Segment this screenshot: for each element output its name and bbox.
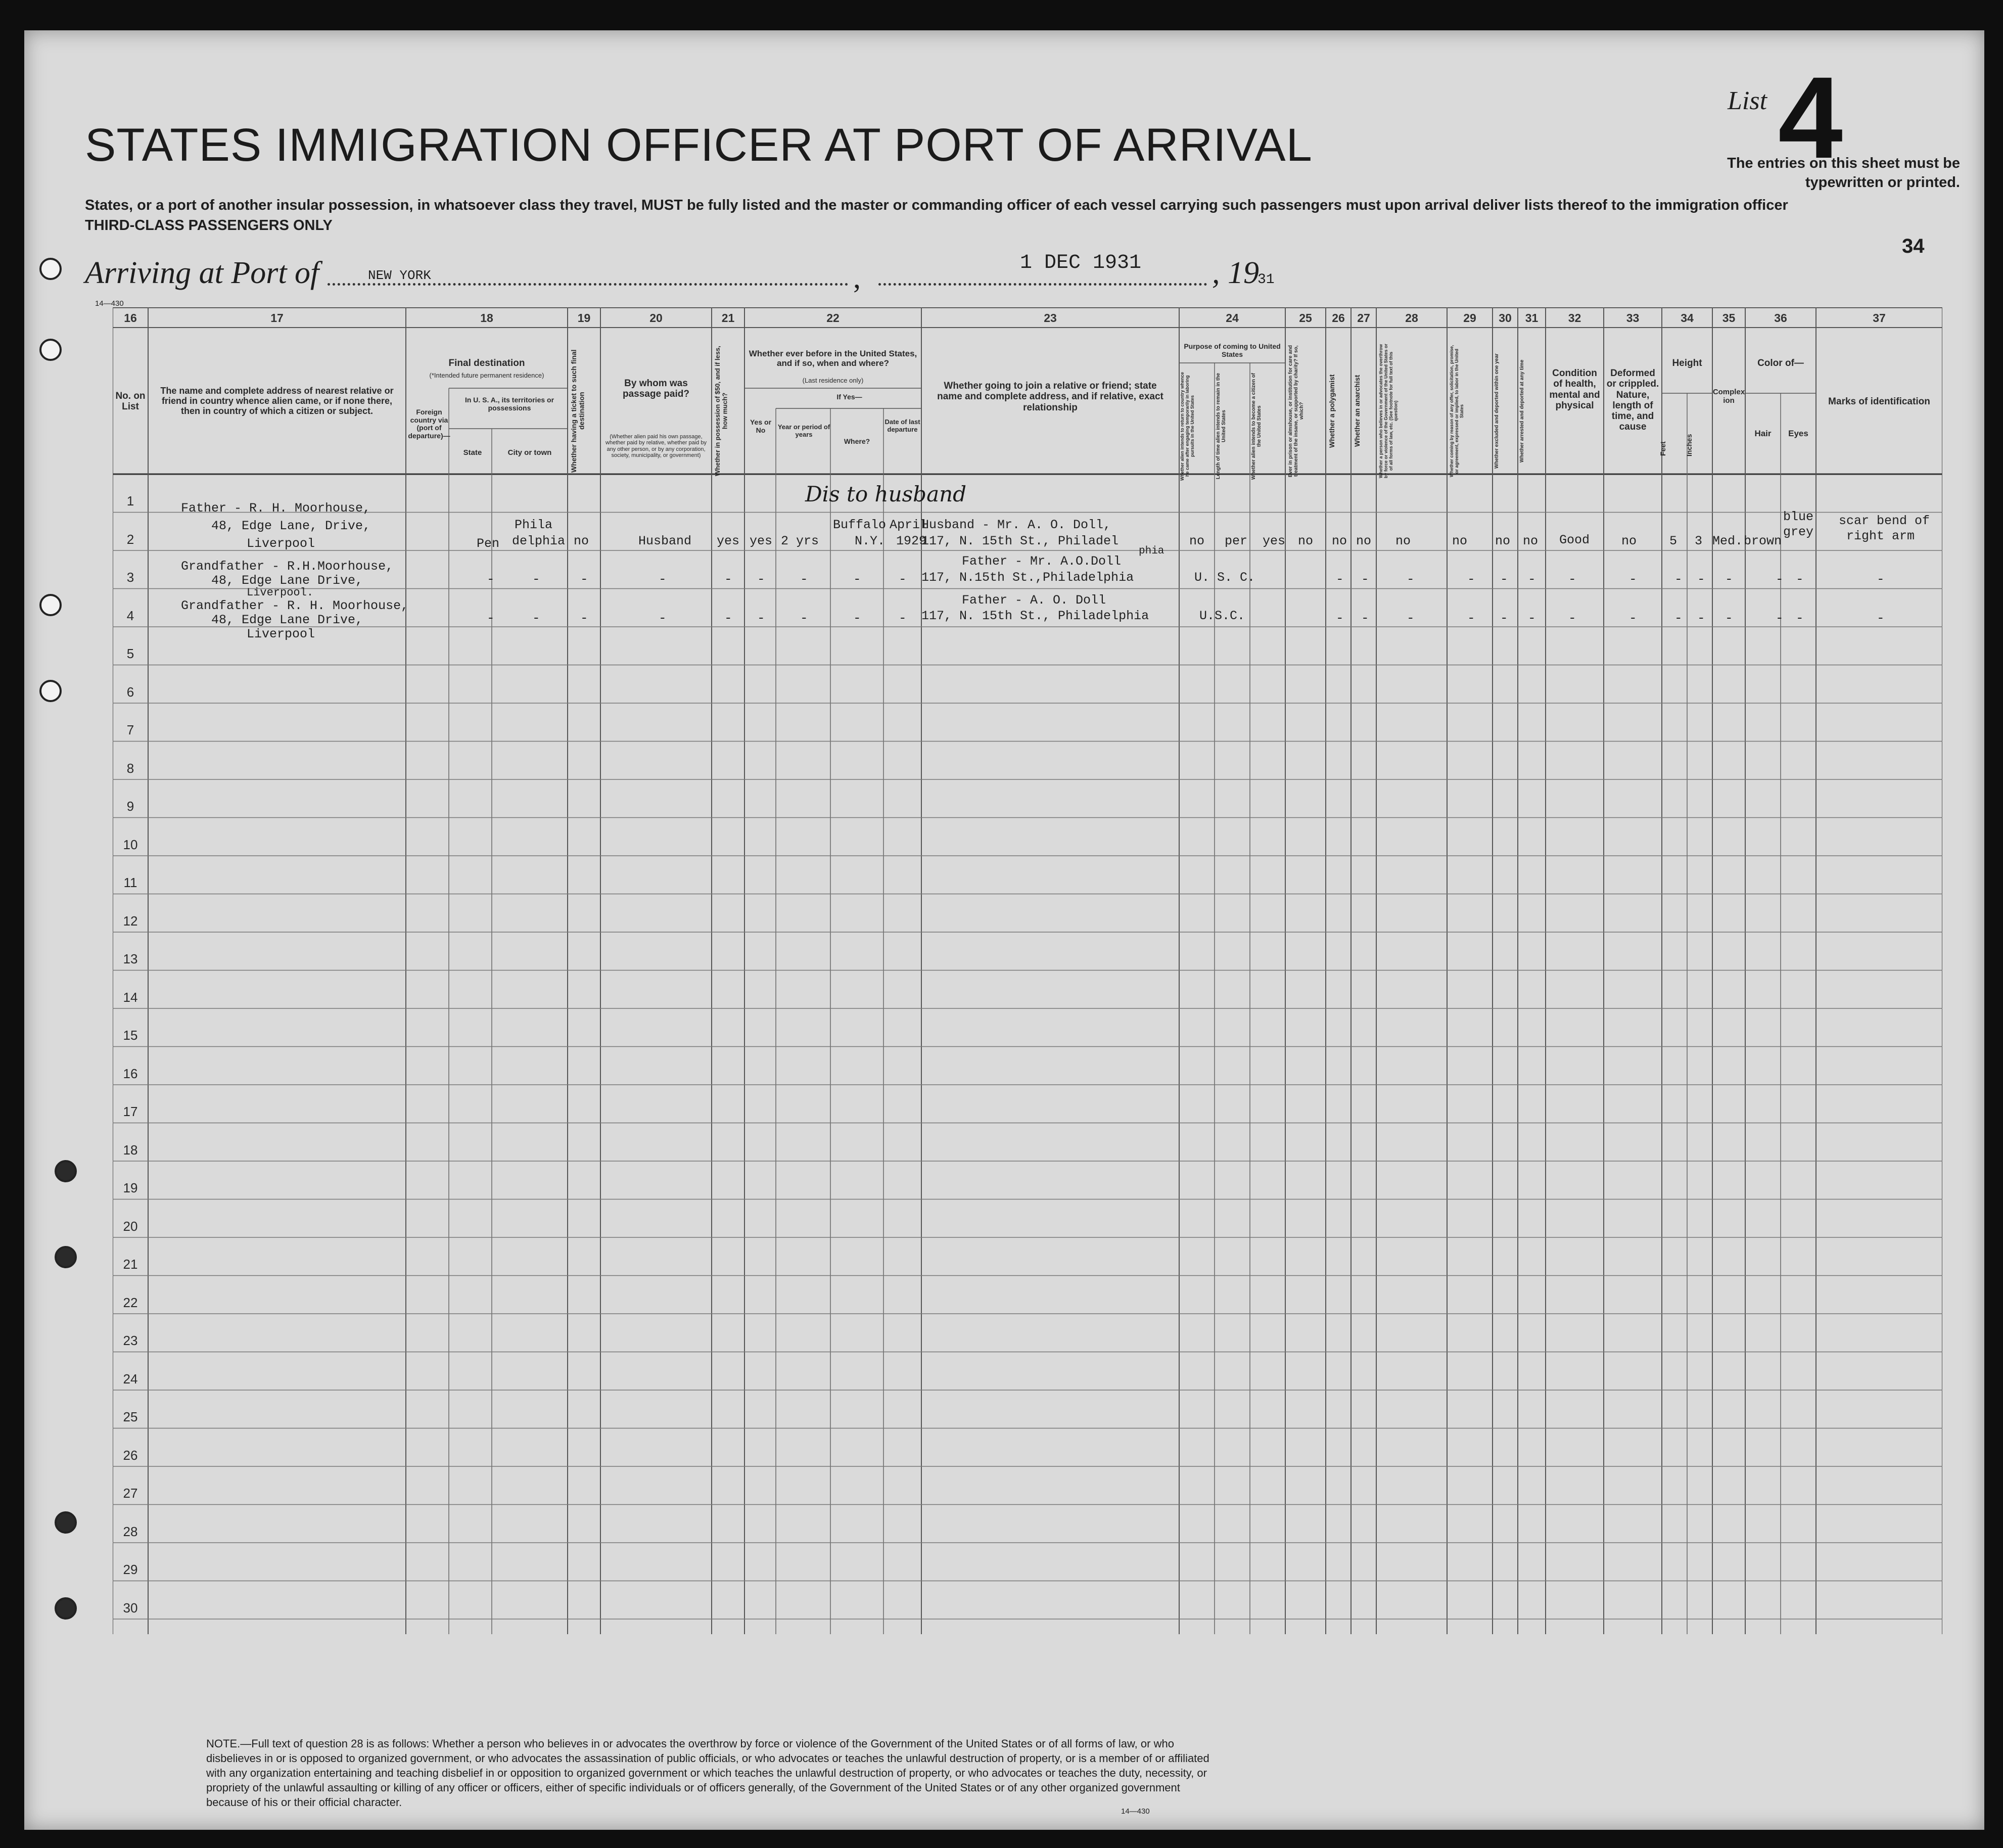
dash-mark: - bbox=[899, 611, 907, 626]
colnum-29: 29 bbox=[1463, 311, 1476, 325]
binder-hole-2 bbox=[39, 339, 62, 361]
row-number: 21 bbox=[123, 1257, 138, 1272]
colnum-21: 21 bbox=[721, 311, 735, 325]
row2-purpose: U. S. C. bbox=[1194, 570, 1255, 585]
dash-mark: - bbox=[1467, 611, 1475, 626]
colnum-35: 35 bbox=[1722, 311, 1736, 325]
row3-joining-line2: 117, N. 15th St., Philadelphia bbox=[921, 609, 1149, 623]
colnum-36: 36 bbox=[1774, 311, 1787, 325]
dash-mark: - bbox=[1629, 572, 1637, 587]
colnum-19: 19 bbox=[577, 311, 591, 325]
typewritten-notice: The entries on this sheet must be typewritten or printed. bbox=[1727, 155, 1960, 191]
header-complexion: Complexion bbox=[1712, 388, 1745, 405]
row-number: 5 bbox=[126, 646, 134, 661]
row1-city-line1: Phila bbox=[515, 518, 553, 532]
header-purpose-length: Length of time alien intends to remain in the United States bbox=[1216, 373, 1227, 480]
header-passage-paid-note: (Whether alien paid his own passage, whether paid by relative, whether paid by any other person, or by any corporation, society, municipality, or government) bbox=[605, 434, 707, 458]
arrival-date-stamp: 1 DEC 1931 bbox=[1020, 252, 1142, 274]
dash-mark: - bbox=[724, 572, 732, 587]
row1-relative-line3: Liverpool bbox=[247, 536, 315, 551]
row1-prison: no bbox=[1298, 534, 1314, 548]
row1-relative-line2: 48, Edge Lane, Drive, bbox=[211, 519, 371, 533]
dash-mark: - bbox=[800, 572, 808, 587]
dash-mark: - bbox=[1467, 572, 1475, 587]
row1-feet: 5 bbox=[1669, 534, 1678, 548]
list-label: List bbox=[1728, 86, 1767, 115]
row2-joining-line2: 117, N.15th St.,Philadelphia bbox=[921, 570, 1134, 585]
row-number: 28 bbox=[123, 1523, 138, 1539]
header-ticket: Whether having a ticket to such final destination bbox=[570, 349, 586, 473]
dash-mark: - bbox=[800, 611, 808, 626]
dash-mark: - bbox=[1629, 611, 1637, 626]
handwritten-annotation: Dis to husband bbox=[805, 482, 967, 506]
binder-hole-8 bbox=[55, 1597, 77, 1620]
dash-mark: - bbox=[899, 572, 907, 587]
row1-joining-extra: phia bbox=[1139, 545, 1164, 557]
list-number: 4 bbox=[1778, 53, 1843, 182]
row-number: 9 bbox=[126, 799, 134, 814]
row-number: 3 bbox=[126, 570, 134, 585]
header-overthrow: Whether a person who believes in or advocates the overthrow by force or violence of the Government of the United States or of all forms of law, etc. (See footnote for full text of this question) bbox=[1378, 343, 1399, 479]
binder-hole-1 bbox=[39, 258, 62, 280]
row1-deformed: no bbox=[1621, 534, 1637, 548]
row3-purpose: U.S.C. bbox=[1199, 609, 1245, 623]
binder-hole-5 bbox=[55, 1160, 77, 1182]
dash-mark: - bbox=[1568, 572, 1576, 587]
header-fifty-dollars: Whether in possession of $50, and if less, how much? bbox=[714, 346, 729, 476]
row1-paid-by: Husband bbox=[638, 534, 692, 548]
colnum-22: 22 bbox=[826, 311, 840, 325]
dash-mark: - bbox=[487, 611, 495, 626]
row1-joining-line1: Husband - Mr. A. O. Doll, bbox=[921, 518, 1111, 532]
dash-mark: - bbox=[659, 611, 667, 626]
row1-health: Good bbox=[1559, 533, 1590, 547]
row-number: 15 bbox=[123, 1028, 138, 1043]
colnum-20: 20 bbox=[649, 311, 663, 325]
row3-relative-line2: 48, Edge Lane Drive, bbox=[211, 613, 363, 627]
row1-before-yes: yes bbox=[750, 534, 773, 548]
row1-overthrow: no bbox=[1395, 534, 1411, 548]
header-eyes: Eyes bbox=[1788, 429, 1808, 438]
footnote-form-code: 14—430 bbox=[1121, 1807, 1150, 1816]
header-inches: Inches bbox=[1685, 434, 1693, 456]
colnum-27: 27 bbox=[1357, 311, 1370, 325]
header-city-or-town: City or town bbox=[507, 448, 552, 457]
binder-hole-6 bbox=[55, 1246, 77, 1268]
row1-state: Pen bbox=[477, 536, 500, 551]
dash-mark: - bbox=[1336, 611, 1344, 626]
dash-mark: - bbox=[1528, 572, 1536, 587]
row-number: 8 bbox=[126, 760, 134, 776]
row1-eyes-line1: blue bbox=[1783, 510, 1814, 524]
dash-mark: - bbox=[532, 611, 540, 626]
row1-marks-line2: right arm bbox=[1846, 529, 1915, 543]
row3-relative-line3: Liverpool bbox=[247, 627, 315, 641]
row3-joining-line1: Father - A. O. Doll bbox=[962, 593, 1106, 608]
dash-mark: - bbox=[1500, 572, 1508, 587]
row-number: 22 bbox=[123, 1295, 138, 1310]
header-marks: Marks of identification bbox=[1828, 396, 1930, 407]
header-feet: Feet bbox=[1659, 441, 1667, 456]
row1-polygamist: no bbox=[1332, 534, 1347, 548]
dash-mark: - bbox=[1361, 572, 1369, 587]
page-subtitle: States, or a port of another insular possession, in whatsoever class they travel, MUST be fully listed and the master or commanding officer of each vessel carrying such passengers must upon arrival deliver lists thereof to the immigration officer bbox=[85, 197, 1788, 213]
year-prefix: , 19 bbox=[1212, 256, 1259, 290]
dash-mark: - bbox=[1796, 572, 1804, 587]
colnum-28: 28 bbox=[1405, 311, 1418, 325]
colnum-31: 31 bbox=[1525, 311, 1539, 325]
header-if-yes: If Yes— bbox=[836, 393, 862, 401]
colnum-25: 25 bbox=[1299, 311, 1312, 325]
dash-mark: - bbox=[1674, 572, 1683, 587]
row-number: 16 bbox=[123, 1066, 138, 1081]
binder-hole-4 bbox=[39, 680, 62, 702]
dash-mark: - bbox=[1407, 611, 1415, 626]
header-final-destination-note: (*Intended future permanent residence) bbox=[429, 372, 544, 379]
header-deformed: Deformed or crippled. Nature, length of time, and cause bbox=[1606, 368, 1659, 433]
row1-where-line1: Buffalo bbox=[833, 518, 887, 532]
dash-mark: - bbox=[1776, 611, 1784, 626]
row-number: 30 bbox=[123, 1600, 138, 1615]
row-number: 2 bbox=[126, 531, 134, 547]
dash-mark: - bbox=[1877, 572, 1885, 587]
header-excluded: Whether excluded and deported within one year bbox=[1494, 353, 1500, 469]
row1-fifty: yes bbox=[717, 534, 740, 548]
row1-excluded: no bbox=[1495, 534, 1511, 548]
colnum-18: 18 bbox=[480, 311, 493, 325]
dash-mark: - bbox=[580, 572, 588, 587]
row1-city-line2: delphia bbox=[512, 534, 566, 548]
header-polygamist: Whether a polygamist bbox=[1328, 374, 1336, 448]
row-number: 4 bbox=[126, 608, 134, 623]
row1-hair: brown bbox=[1744, 534, 1782, 548]
dash-mark: - bbox=[487, 572, 495, 587]
dash-mark: - bbox=[532, 572, 540, 587]
header-health: Condition of health, mental and physical bbox=[1549, 368, 1600, 411]
row-number: 23 bbox=[123, 1333, 138, 1348]
sheet-number: 34 bbox=[1902, 235, 1925, 257]
colnum-16: 16 bbox=[124, 311, 137, 325]
header-hair: Hair bbox=[1754, 429, 1772, 438]
dash-mark: - bbox=[853, 572, 861, 587]
row-number: 18 bbox=[123, 1142, 138, 1158]
port-value: NEW YORK bbox=[368, 268, 431, 283]
dash-mark: - bbox=[1776, 572, 1784, 587]
colnum-26: 26 bbox=[1332, 311, 1345, 325]
row-number: 6 bbox=[126, 684, 134, 700]
row1-where-line2: N.Y. bbox=[855, 534, 886, 548]
row1-relative-line1: Father - R. H. Moorhouse, bbox=[181, 501, 371, 516]
row-number: 19 bbox=[123, 1180, 138, 1195]
header-state: State bbox=[463, 448, 482, 457]
row-number: 1 bbox=[126, 493, 134, 509]
manifest-table bbox=[113, 307, 1942, 1723]
row-number: 7 bbox=[126, 722, 134, 737]
header-color-of: Color of— bbox=[1757, 358, 1804, 368]
row1-last-departure-line2: 1929 bbox=[896, 534, 927, 548]
row-number: 11 bbox=[123, 875, 137, 890]
year-suffix: 31 bbox=[1257, 272, 1275, 288]
row1-eyes-line2: grey bbox=[1783, 525, 1814, 539]
header-going-to-join: Whether going to join a relative or friend; state name and complete address, and if relative, exact relationship bbox=[937, 381, 1163, 413]
binder-hole-7 bbox=[55, 1511, 77, 1534]
header-where: Where? bbox=[844, 437, 870, 445]
dash-mark: - bbox=[659, 572, 667, 587]
header-purpose-citizen: Whether alien intends to become a citizen of the United States bbox=[1251, 373, 1262, 480]
header-yes-or-no: Yes or No bbox=[750, 418, 772, 434]
row2-relative-line3: Liverpool. bbox=[247, 586, 314, 599]
header-in-usa: In U. S. A., its territories or possessions bbox=[464, 396, 554, 412]
colnum-33: 33 bbox=[1626, 311, 1640, 325]
port-comma: , bbox=[853, 261, 861, 294]
dash-mark: - bbox=[1796, 611, 1804, 626]
passenger-class-line: THIRD-CLASS PASSENGERS ONLY bbox=[85, 217, 333, 234]
row-number: 14 bbox=[123, 989, 138, 1005]
colnum-24: 24 bbox=[1226, 311, 1239, 325]
header-passage-paid: By whom was passage paid? bbox=[623, 378, 689, 400]
row2-joining-line1: Father - Mr. A.O.Doll bbox=[962, 554, 1122, 569]
row-number: 26 bbox=[123, 1447, 138, 1463]
arriving-label: Arriving at Port of bbox=[85, 256, 319, 290]
row1-period: 2 yrs bbox=[781, 534, 819, 548]
dash-mark: - bbox=[853, 611, 861, 626]
dash-mark: - bbox=[757, 572, 765, 587]
header-offer: Whether coming by reason of any offer, solicitation, promise, or agreement, expressed or implied, to labor in the United States bbox=[1449, 345, 1464, 477]
date-dotted-line bbox=[878, 283, 1207, 286]
colnum-17: 17 bbox=[270, 311, 284, 325]
row1-joining-line2: 117, N. 15th St., Philadel bbox=[921, 534, 1119, 548]
dash-mark: - bbox=[1568, 611, 1576, 626]
row-number: 13 bbox=[123, 951, 138, 966]
row1-length: per bbox=[1225, 534, 1248, 548]
row-number: 25 bbox=[123, 1409, 138, 1424]
header-height: Height bbox=[1672, 358, 1702, 368]
port-dotted-line bbox=[328, 283, 848, 286]
row-number: 27 bbox=[123, 1486, 138, 1501]
dash-mark: - bbox=[1725, 572, 1733, 587]
dash-mark: - bbox=[1336, 572, 1344, 587]
manifest-sheet bbox=[24, 30, 1984, 1830]
colnum-37: 37 bbox=[1873, 311, 1886, 325]
dash-mark: - bbox=[724, 611, 732, 626]
header-ever-before: Whether ever before in the United States, and if so, when and where? bbox=[749, 349, 917, 368]
header-purpose-return: Whether alien intends to return to country whence he came after engaging temporarily in laboring pursuits in the United States bbox=[1180, 372, 1195, 481]
row1-inches: 3 bbox=[1695, 534, 1703, 548]
header-purpose: Purpose of coming to United States bbox=[1184, 342, 1281, 358]
row1-ticket: no bbox=[574, 534, 589, 548]
row-number: 29 bbox=[123, 1562, 138, 1577]
row1-return: no bbox=[1189, 534, 1205, 548]
header-no-on-list: No. on List bbox=[115, 391, 146, 412]
row1-last-departure-line1: April bbox=[890, 518, 928, 532]
dash-mark: - bbox=[1877, 611, 1885, 626]
row-number: 24 bbox=[123, 1371, 138, 1387]
header-arrested: Whether arrested and deported at any time bbox=[1519, 359, 1525, 463]
binder-hole-3 bbox=[39, 594, 62, 616]
dash-mark: - bbox=[580, 611, 588, 626]
header-prison: Ever in prison or almshouse, or institution for care and treatment of the insane, or supported by charity? If so, which? bbox=[1288, 345, 1305, 477]
dash-mark: - bbox=[1697, 572, 1705, 587]
colnum-23: 23 bbox=[1044, 311, 1057, 325]
dash-mark: - bbox=[1500, 611, 1508, 626]
header-last-departure: Date of last departure bbox=[884, 418, 920, 433]
header-anarchist: Whether an anarchist bbox=[1353, 375, 1361, 447]
page-title: STATES IMMIGRATION OFFICER AT PORT OF ARRIVAL bbox=[85, 119, 1313, 171]
dash-mark: - bbox=[1361, 611, 1369, 626]
footnote-question-28: NOTE.—Full text of question 28 is as follows: Whether a person who believes in or advocates the overthrow by force or violence of the Government of the United States or of all forms of law, or who disbelieves in or is opposed to organized government, or who advocates the assassination of public officials, or who advocates or teaches the unlawful destruction of property, or is a member of or affiliated with any organization entertaining and teaching disbelief in or opposition to organized government or which teaches the unlawful destruction of property, or who advocates or teaches the duty, necessity, or propriety of the unlawful assaulting or killing of any officer or officers, either of specific individuals or of officers generally, of the Government of the United States or of any other organized government because of his or their official character. bbox=[206, 1737, 1209, 1809]
row-number: 12 bbox=[123, 913, 138, 929]
header-nearest-relative: The name and complete address of nearest relative or friend in country whence alien came, or if none there, then in country of which a citizen or subject. bbox=[160, 386, 394, 417]
form-code: 14—430 bbox=[95, 299, 124, 308]
row-number: 10 bbox=[123, 837, 138, 852]
row-number: 17 bbox=[123, 1104, 138, 1119]
dash-mark: - bbox=[1528, 611, 1536, 626]
colnum-32: 32 bbox=[1568, 311, 1581, 325]
row1-marks-line1: scar bend of bbox=[1839, 514, 1930, 528]
header-foreign-country: Foreign country via (port of departure)— bbox=[408, 408, 450, 440]
row1-arrested: no bbox=[1523, 534, 1539, 548]
dash-mark: - bbox=[1674, 611, 1683, 626]
row1-complexion: Med. bbox=[1712, 534, 1743, 548]
row-number: 20 bbox=[123, 1218, 138, 1234]
row3-relative-line1: Grandfather - R. H. Moorhouse, bbox=[181, 598, 409, 613]
colnum-30: 30 bbox=[1499, 311, 1512, 325]
dash-mark: - bbox=[1725, 611, 1733, 626]
row2-relative-line1: Grandfather - R.H.Moorhouse, bbox=[181, 559, 394, 574]
dash-mark: - bbox=[1407, 572, 1415, 587]
dash-mark: - bbox=[757, 611, 765, 626]
colnum-34: 34 bbox=[1681, 311, 1694, 325]
header-period-of-years: Year or period of years bbox=[777, 423, 830, 438]
row1-citizen: yes bbox=[1263, 534, 1286, 548]
row1-anarchist: no bbox=[1356, 534, 1372, 548]
header-final-destination: Final destination bbox=[448, 358, 525, 368]
header-ever-before-note: (Last residence only) bbox=[802, 377, 864, 384]
dash-mark: - bbox=[1697, 611, 1705, 626]
row2-relative-line2: 48, Edge Lane Drive, bbox=[211, 573, 363, 588]
row1-offer: no bbox=[1452, 534, 1468, 548]
